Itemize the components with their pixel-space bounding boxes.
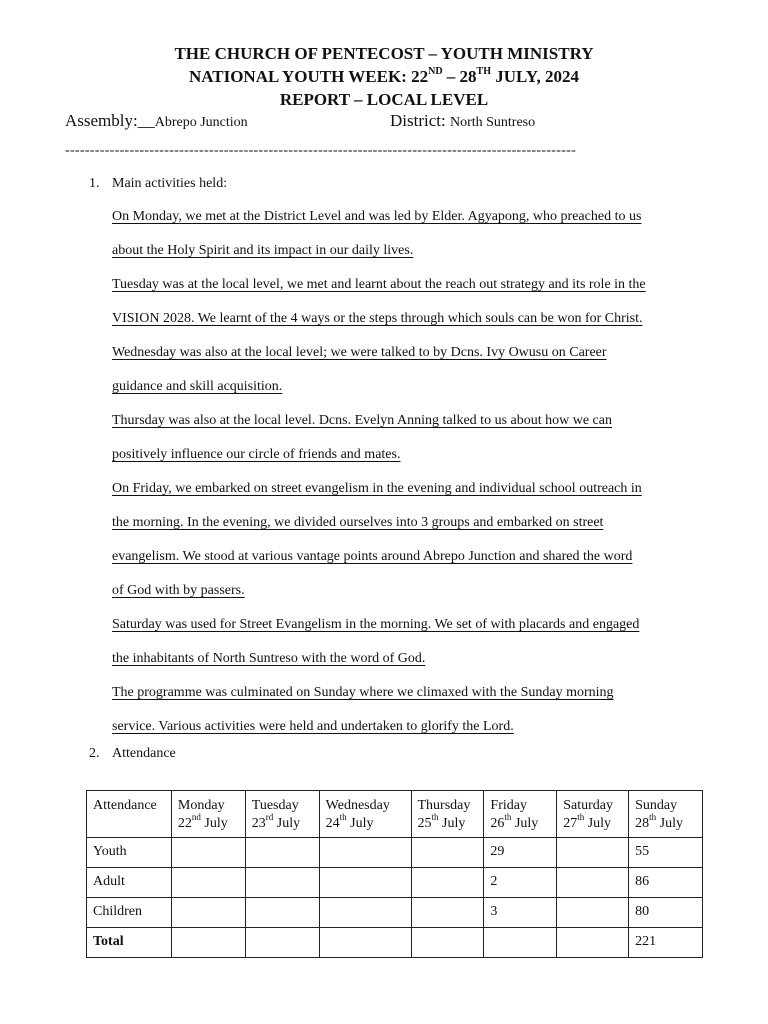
- activity-line: On Friday, we embarked on street evangelism in the evening and individual school outreach in: [112, 481, 642, 496]
- activity-line: Wednesday was also at the local level; we were talked to by Dcns. Ivy Owusu on Career: [112, 345, 607, 360]
- day-header-cell: [411, 791, 484, 838]
- attendance-value-cell: [245, 868, 319, 898]
- attendance-value-cell: [411, 928, 484, 958]
- activity-line: about the Holy Spirit and its impact in our daily lives.: [112, 243, 414, 258]
- day-name: Thursday: [417, 798, 471, 813]
- day-date: 26: [490, 816, 505, 831]
- table-row: [87, 898, 703, 928]
- table-row: [87, 838, 703, 868]
- section2-number: 2.: [89, 746, 100, 761]
- day-date-suffix: th: [339, 812, 347, 823]
- activities-paragraph: [112, 208, 707, 752]
- attendance-value-cell: 2: [484, 868, 557, 898]
- district-field: [390, 111, 535, 131]
- activity-line: VISION 2028. We learnt of the 4 ways or the steps through which souls can be won for Christ.: [112, 311, 643, 326]
- day-name: Tuesday: [251, 798, 299, 813]
- attendance-value-cell: 3: [484, 898, 557, 928]
- attendance-value-cell: [319, 868, 411, 898]
- attendance-value-cell: 29: [484, 838, 557, 868]
- day-header-cell: [629, 791, 703, 838]
- district-label: District:: [390, 111, 450, 130]
- table-corner-cell: Attendance: [87, 791, 172, 838]
- day-date: 22: [177, 816, 192, 831]
- attendance-value-cell: [245, 898, 319, 928]
- row-label-cell: Children: [87, 898, 172, 928]
- attendance-value-cell: [245, 928, 319, 958]
- day-date-suffix: rd: [265, 812, 274, 823]
- attendance-value-cell: 221: [629, 928, 703, 958]
- day-month: July: [346, 816, 374, 831]
- activity-line: the morning. In the evening, we divided ourselves into 3 groups and embarked on street: [112, 515, 604, 530]
- day-date: 23: [251, 816, 266, 831]
- day-name: Sunday: [635, 798, 678, 813]
- attendance-value-cell: [411, 898, 484, 928]
- day-name: Wednesday: [325, 798, 390, 813]
- day-month: July: [200, 816, 228, 831]
- table-header-row: [87, 791, 703, 838]
- activity-line: Saturday was used for Street Evangelism in the morning. We set of with placards and engaged: [112, 617, 640, 632]
- day-name: Saturday: [563, 798, 613, 813]
- header-line2-mid: – 28: [442, 67, 477, 86]
- day-header-cell: [557, 791, 629, 838]
- day-month: July: [273, 816, 301, 831]
- activity-line: The programme was culminated on Sunday where we climaxed with the Sunday morning: [112, 685, 614, 700]
- attendance-value-cell: 86: [629, 868, 703, 898]
- section1-title: Main activities held:: [112, 176, 228, 191]
- day-header-cell: [484, 791, 557, 838]
- day-name: Monday: [177, 798, 225, 813]
- day-date-suffix: nd: [191, 812, 201, 823]
- row-label-cell: Total: [87, 928, 172, 958]
- activity-line: service. Various activities were held and undertaken to glorify the Lord.: [112, 719, 514, 734]
- day-date: 28: [635, 816, 650, 831]
- activity-line: Tuesday was at the local level, we met and learnt about the reach out strategy and its role in the: [112, 277, 646, 292]
- attendance-value-cell: 80: [629, 898, 703, 928]
- attendance-value-cell: [557, 868, 629, 898]
- header-title-line1: THE CHURCH OF PENTECOST – YOUTH MINISTRY: [174, 44, 594, 63]
- attendance-value-cell: [319, 898, 411, 928]
- row-label-cell: Youth: [87, 838, 172, 868]
- activity-line: guidance and skill acquisition.: [112, 379, 283, 394]
- activity-line: Thursday was also at the local level. Dcns. Evelyn Anning talked to us about how we can: [112, 413, 612, 428]
- attendance-value-cell: [319, 838, 411, 868]
- attendance-table: [86, 790, 703, 958]
- header-line2-suffix: JULY, 2024: [491, 67, 580, 86]
- attendance-value-cell: [557, 898, 629, 928]
- attendance-value-cell: [484, 928, 557, 958]
- assembly-value: Abrepo Junction: [154, 115, 248, 130]
- section2-title: Attendance: [112, 746, 176, 761]
- dashed-divider: -------------------------------------------------------------------------------------------------------: [65, 143, 577, 158]
- header-line2-sup2: TH: [476, 66, 491, 78]
- attendance-value-cell: [411, 838, 484, 868]
- day-date-suffix: th: [431, 812, 439, 823]
- day-date-suffix: th: [504, 812, 512, 823]
- attendance-value-cell: [319, 928, 411, 958]
- activity-line: of God with by passers.: [112, 583, 245, 598]
- assembly-label: Assembly:__: [65, 111, 155, 130]
- day-month: July: [511, 816, 539, 831]
- district-value: North Suntreso: [449, 115, 536, 130]
- activity-line: evangelism. We stood at various vantage points around Abrepo Junction and shared the word: [112, 549, 633, 564]
- attendance-value-cell: [411, 868, 484, 898]
- table-row: [87, 928, 703, 958]
- attendance-value-cell: [171, 898, 245, 928]
- attendance-value-cell: [245, 838, 319, 868]
- day-header-cell: [245, 791, 319, 838]
- attendance-value-cell: [171, 868, 245, 898]
- row-label-cell: Adult: [87, 868, 172, 898]
- day-month: July: [584, 816, 612, 831]
- header-title-line3: REPORT – LOCAL LEVEL: [279, 90, 489, 109]
- day-month: July: [656, 816, 683, 831]
- day-month: July: [438, 816, 466, 831]
- attendance-value-cell: [557, 928, 629, 958]
- header-line2-sup1: ND: [428, 66, 443, 78]
- section1-number: 1.: [89, 176, 100, 191]
- day-date-suffix: th: [577, 812, 585, 823]
- header-title-line2: [0, 66, 768, 88]
- activity-line: positively influence our circle of friends and mates.: [112, 447, 401, 462]
- attendance-value-cell: [171, 928, 245, 958]
- day-name: Friday: [490, 798, 527, 813]
- activity-line: On Monday, we met at the District Level and was led by Elder. Agyapong, who preached to us: [112, 209, 642, 224]
- activity-line: the inhabitants of North Suntreso with the word of God.: [112, 651, 426, 666]
- day-header-cell: [171, 791, 245, 838]
- assembly-district-row: [65, 111, 725, 133]
- table-row: [87, 868, 703, 898]
- day-date: 24: [325, 816, 340, 831]
- header-line2-prefix: NATIONAL YOUTH WEEK: 22: [188, 67, 429, 86]
- day-date-suffix: th: [649, 812, 657, 823]
- day-header-cell: [319, 791, 411, 838]
- day-date: 27: [563, 816, 578, 831]
- day-date: 25: [417, 816, 432, 831]
- attendance-value-cell: [557, 838, 629, 868]
- attendance-value-cell: 55: [629, 838, 703, 868]
- attendance-value-cell: [171, 838, 245, 868]
